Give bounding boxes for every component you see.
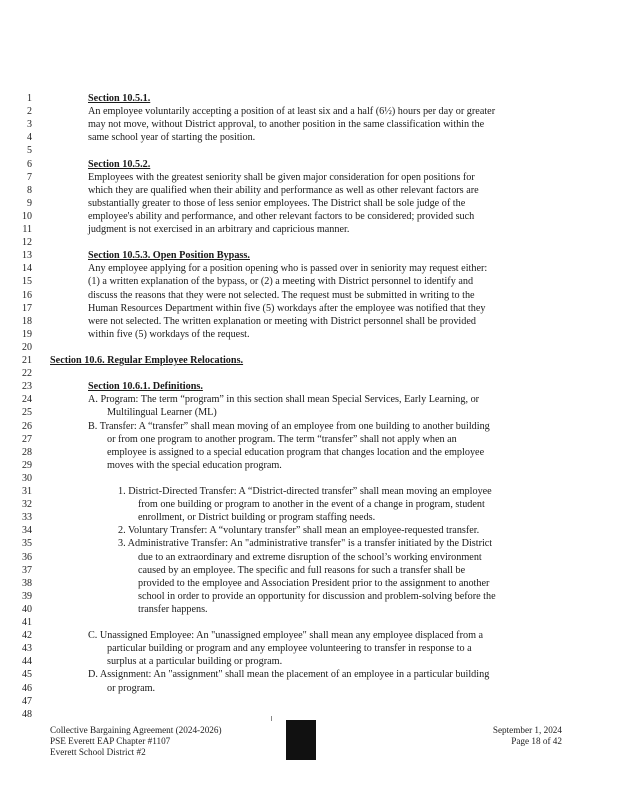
text-line: which they are qualified when their ability and performance as well as other relevant factors are — [88, 184, 479, 196]
section-heading: Section 10.5.2. — [88, 158, 151, 170]
line-number: 30 — [22, 472, 32, 484]
text-line: (1) a written explanation of the bypass, or (2) a meeting with District personnel to identify and — [88, 276, 474, 288]
line-number: 6 — [27, 158, 32, 170]
line-number: 4 — [27, 132, 32, 144]
text-line: Multilingual Learner (ML) — [107, 407, 217, 419]
footer-right — [493, 725, 562, 747]
line-number: 18 — [22, 315, 32, 327]
line-number: 14 — [22, 263, 32, 275]
line-number: 7 — [27, 171, 32, 183]
footer-agreement-title: Collective Bargaining Agreement (2024-2026) — [50, 725, 222, 735]
text-line: 1. District-Directed Transfer: A “District-directed transfer” shall mean moving an employee — [118, 486, 492, 497]
line-number: 11 — [22, 224, 32, 235]
line-number: 25 — [22, 407, 32, 419]
line-number: 46 — [22, 682, 32, 694]
line-number: 48 — [22, 708, 32, 720]
text-line: transfer happens. — [138, 603, 208, 615]
line-number: 41 — [22, 617, 32, 628]
line-number: 45 — [22, 669, 32, 681]
line-number: 35 — [22, 538, 32, 550]
text-line: discuss the reasons that they were not selected. The request must be submitted in writing to the — [88, 289, 475, 301]
footer-left — [50, 725, 222, 758]
line-number: 15 — [22, 276, 32, 288]
text-line: C. Unassigned Employee: An "unassigned employee" shall mean any employee displaced from a — [88, 630, 484, 642]
text-line: Any employee applying for a position opening who is passed over in seniority may request either: — [88, 263, 488, 275]
text-line: 3. Administrative Transfer: An "administrative transfer" is a transfer initiated by the District — [118, 538, 493, 550]
line-number: 8 — [27, 184, 32, 196]
section-heading: Section 10.5.1. — [88, 93, 151, 104]
line-number: 26 — [22, 420, 32, 432]
text-line: or program. — [107, 682, 156, 694]
text-line: 2. Voluntary Transfer: A “voluntary transfer” shall mean an employee-requested transfer. — [118, 525, 480, 537]
line-number: 33 — [22, 512, 32, 524]
redaction-block — [286, 720, 316, 760]
footer-district: Everett School District #2 — [50, 747, 146, 757]
text-line: due to an extraordinary and extreme disruption of the school’s working environment — [138, 551, 482, 563]
footer-chapter: PSE Everett EAP Chapter #1107 — [50, 736, 171, 746]
line-number: 12 — [22, 237, 32, 249]
line-number: 3 — [27, 119, 32, 131]
line-number: 10 — [22, 210, 32, 222]
line-number: 47 — [22, 695, 32, 707]
text-line: may not move, without District approval, to another position in the same classification within the — [88, 119, 485, 131]
line-number: 34 — [22, 525, 32, 537]
line-number: 29 — [22, 459, 32, 471]
text-line: Employees with the greatest seniority shall be given major consideration for open positions for — [88, 171, 475, 183]
text-line: moves with the special education program. — [107, 459, 282, 471]
text-line: provided to the employee and Association President prior to the assignment to another — [138, 577, 490, 589]
text-line: surplus at a particular building or program. — [107, 656, 283, 668]
line-number: 39 — [22, 590, 32, 602]
line-number: 19 — [22, 328, 32, 340]
text-line: employee's ability and performance, and other relevant factors to be considered; provided such — [88, 210, 475, 222]
text-line: or from one program to another program. The term “transfer” shall not apply when an — [107, 433, 457, 445]
text-line: substantially greater to those of less senior employees. The District shall be sole judge of the — [88, 197, 466, 209]
line-number: 37 — [22, 564, 32, 576]
footer-page-number: Page 18 of 42 — [511, 736, 562, 746]
line-number: 1 — [27, 93, 32, 104]
text-line: particular building or program and any employee volunteering to transfer in response to a — [107, 643, 472, 655]
line-number: 20 — [22, 341, 32, 353]
text-line: employee is assigned to a special education program that changes location and the employee — [107, 446, 485, 458]
text-line: enrollment, or District building or program staffing needs. — [138, 512, 376, 524]
line-number: 31 — [22, 486, 32, 497]
scan-mark — [271, 716, 272, 721]
line-number: 23 — [22, 381, 32, 393]
text-line: from one building or program to another in the event of a change in program, student — [138, 499, 485, 511]
line-number: 27 — [22, 433, 32, 445]
text-line: A. Program: The term “program” in this section shall mean Special Services, Early Learning, or — [88, 394, 480, 406]
section-heading: Section 10.6.1. Definitions. — [88, 381, 203, 393]
line-number: 17 — [22, 302, 32, 314]
line-number: 16 — [22, 289, 32, 301]
line-number: 13 — [22, 250, 32, 262]
text-line: caused by an employee. The specific and full reasons for such a transfer shall be — [138, 564, 466, 576]
text-line: B. Transfer: A “transfer” shall mean moving of an employee from one building to another building — [88, 420, 490, 432]
line-number: 38 — [22, 577, 32, 589]
line-number: 5 — [27, 145, 32, 157]
line-number: 32 — [22, 499, 32, 511]
footer-date: September 1, 2024 — [492, 725, 562, 735]
line-number: 2 — [27, 106, 32, 118]
line-number: 42 — [22, 630, 32, 642]
text-line: D. Assignment: An "assignment" shall mean the placement of an employee in a particular building — [88, 669, 490, 681]
line-number: 43 — [22, 643, 32, 655]
text-line: school in order to provide an opportunity for discussion and problem-solving before the — [138, 590, 496, 602]
section-heading: Section 10.5.3. Open Position Bypass. — [88, 250, 250, 262]
line-number: 44 — [22, 656, 32, 668]
line-number: 21 — [22, 355, 32, 366]
text-line: within five (5) workdays of the request. — [88, 328, 250, 340]
text-line: same school year of starting the position. — [88, 132, 256, 144]
line-number: 28 — [22, 446, 32, 458]
text-line: Human Resources Department within five (5) workdays after the employee was notified that they — [88, 302, 486, 314]
line-number: 40 — [22, 603, 32, 615]
text-line: An employee voluntarily accepting a position of at least six and a half (6½) hours per day or greater — [88, 106, 496, 118]
text-line: judgment is not exercised in an arbitrary and capricious manner. — [88, 224, 350, 235]
text-line: were not selected. The written explanation or meeting with District personnel shall be provided — [88, 315, 476, 327]
line-number: 9 — [27, 197, 32, 209]
line-number: 36 — [22, 551, 32, 563]
section-heading: Section 10.6. Regular Employee Relocations. — [50, 355, 244, 366]
line-number: 22 — [22, 368, 32, 380]
line-number: 24 — [22, 394, 32, 406]
